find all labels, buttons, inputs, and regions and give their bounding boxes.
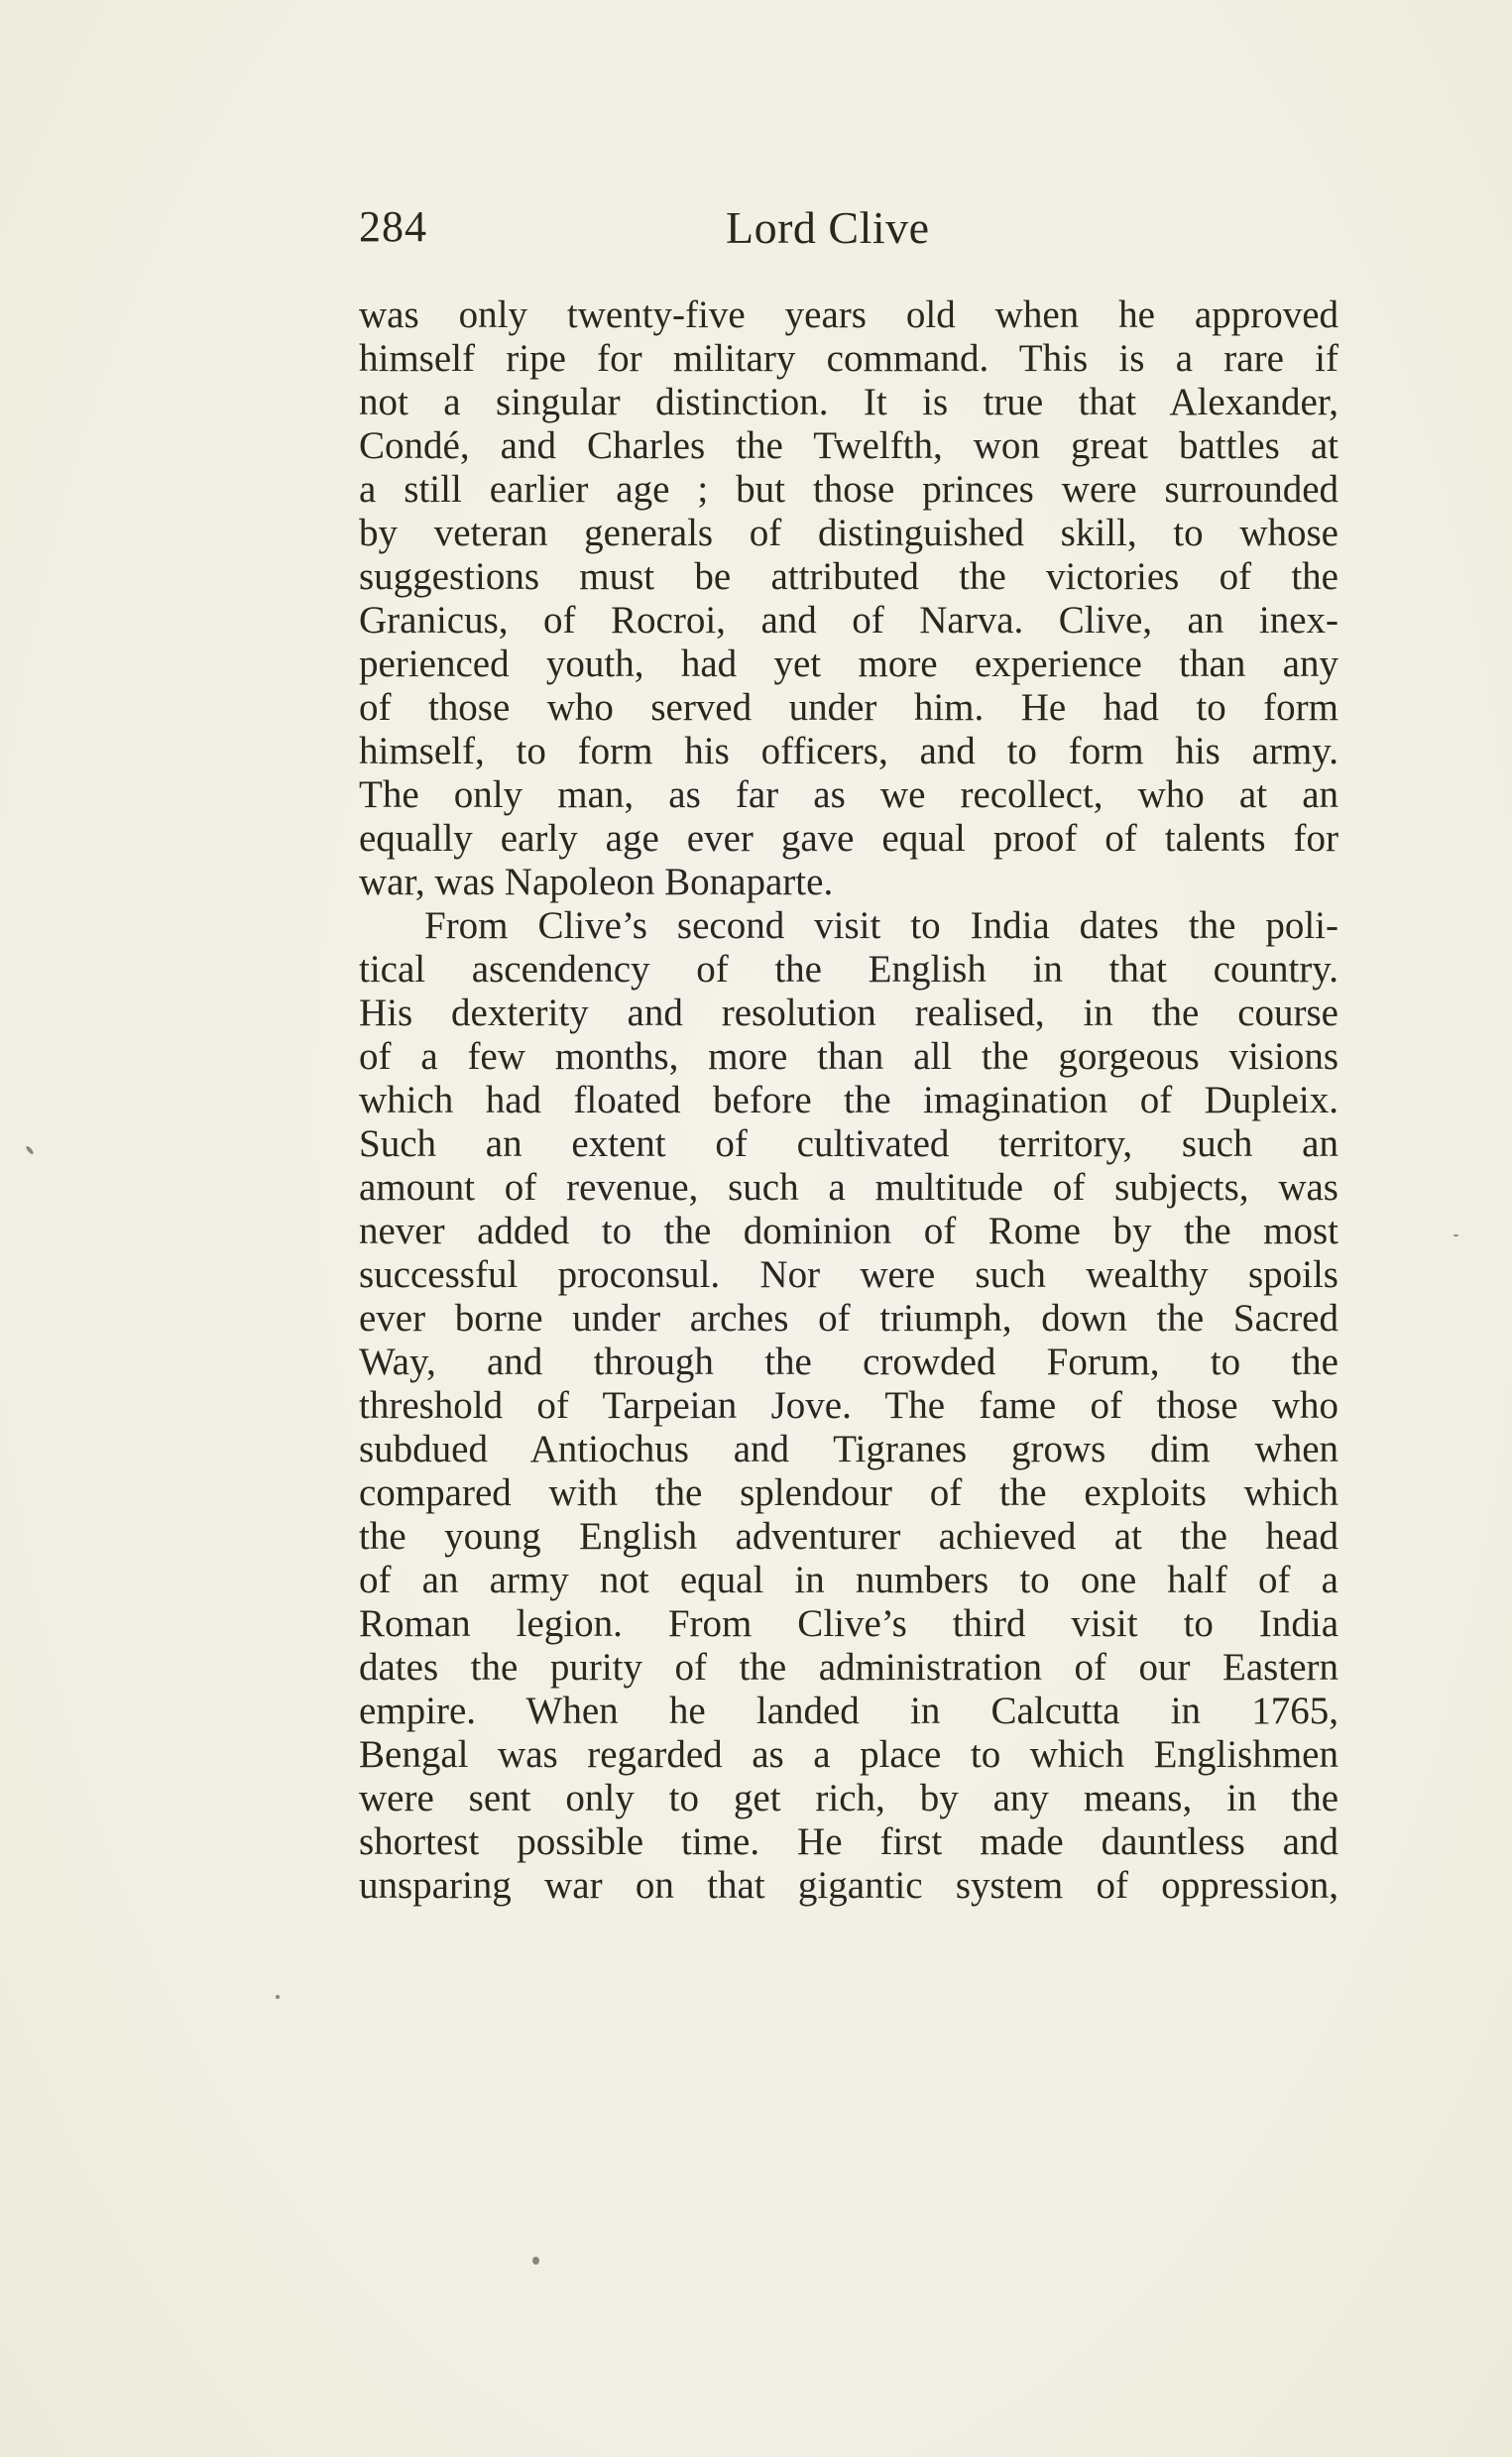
paper-speck bbox=[276, 1995, 280, 1999]
text-line: suggestions must be attributed the victories of the bbox=[359, 555, 1338, 598]
text-line: war, was Napoleon Bonaparte. bbox=[359, 861, 834, 903]
text-line: Condé, and Charles the Twelfth, won great battles at bbox=[359, 424, 1338, 467]
text-line: the young English adventurer achieved at the head bbox=[359, 1515, 1338, 1558]
text-line: amount of revenue, such a multitude of subjects, was bbox=[359, 1166, 1338, 1209]
text-line: Roman legion. From Clive’s third visit to India bbox=[359, 1602, 1338, 1645]
paper-speck bbox=[25, 1145, 34, 1155]
body-text bbox=[359, 293, 1338, 1908]
text-line: Bengal was regarded as a place to which Englishmen bbox=[359, 1733, 1338, 1776]
text-line: was only twenty-five years old when he approved bbox=[359, 293, 1338, 336]
text-line: himself, to form his officers, and to form his army. bbox=[359, 730, 1338, 772]
text-line: dates the purity of the administration of our Eastern bbox=[359, 1646, 1338, 1689]
text-line: were sent only to get rich, by any means, in the bbox=[359, 1777, 1338, 1819]
page-number: 284 bbox=[359, 202, 427, 251]
text-line: compared with the splendour of the exploits which bbox=[359, 1471, 1338, 1514]
text-line: of those who served under him. He had to form bbox=[359, 686, 1338, 729]
text-line: Granicus, of Rocroi, and of Narva. Clive, an inex- bbox=[359, 599, 1338, 642]
text-line: of a few months, more than all the gorgeous visions bbox=[359, 1035, 1338, 1078]
text-line: himself ripe for military command. This is a rare if bbox=[359, 337, 1338, 380]
text-line: shortest possible time. He first made dauntless and bbox=[359, 1820, 1338, 1863]
text-line: empire. When he landed in Calcutta in 1765, bbox=[359, 1690, 1338, 1732]
text-line: From Clive’s second visit to India dates the poli- bbox=[424, 904, 1338, 947]
text-line: The only man, as far as we recollect, who at an bbox=[359, 773, 1338, 816]
page-header bbox=[359, 201, 1340, 261]
running-head: Lord Clive bbox=[726, 202, 930, 253]
text-line: ever borne under arches of triumph, down the Sacred bbox=[359, 1297, 1338, 1340]
text-line: threshold of Tarpeian Jove. The fame of those who bbox=[359, 1384, 1338, 1427]
text-line: a still earlier age ; but those princes were surrounded bbox=[359, 468, 1338, 511]
text-line: of an army not equal in numbers to one half of a bbox=[359, 1559, 1338, 1601]
text-line: never added to the dominion of Rome by the most bbox=[359, 1210, 1338, 1252]
text-line: equally early age ever gave equal proof of talents for bbox=[359, 817, 1338, 860]
text-line: by veteran generals of distinguished skill, to whose bbox=[359, 512, 1338, 554]
text-line: successful proconsul. Nor were such wealthy spoils bbox=[359, 1253, 1338, 1296]
text-line: unsparing war on that gigantic system of oppression, bbox=[359, 1864, 1338, 1907]
text-line: not a singular distinction. It is true that Alexander, bbox=[359, 381, 1338, 423]
text-line: Such an extent of cultivated territory, such an bbox=[359, 1122, 1338, 1165]
text-line: His dexterity and resolution realised, in the course bbox=[359, 992, 1338, 1034]
text-line: which had floated before the imagination of Dupleix. bbox=[359, 1079, 1338, 1121]
text-line: tical ascendency of the English in that country. bbox=[359, 948, 1338, 991]
paper-speck bbox=[532, 2257, 539, 2265]
paper-speck bbox=[1454, 1234, 1458, 1236]
text-line: Way, and through the crowded Forum, to the bbox=[359, 1341, 1338, 1383]
text-line: subdued Antiochus and Tigranes grows dim when bbox=[359, 1428, 1338, 1470]
text-line: perienced youth, had yet more experience than any bbox=[359, 643, 1338, 685]
